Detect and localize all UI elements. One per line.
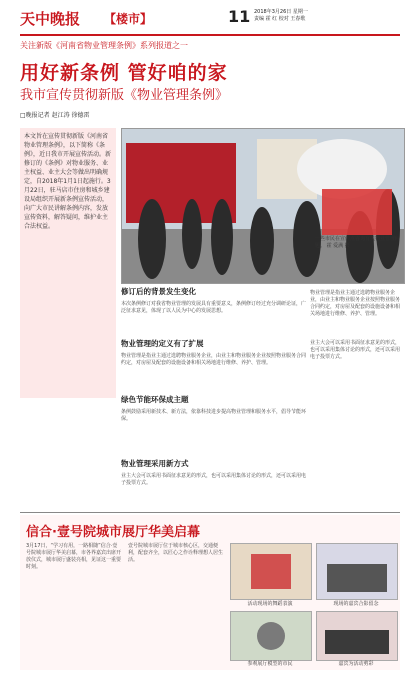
section-text-col3: 业主大会可以采用书面征求意见的形式，也可以采用集体讨论的形式，还可以采用电子投票方式。 bbox=[310, 340, 401, 360]
promo-photo-3 bbox=[230, 611, 312, 661]
section-2 bbox=[121, 338, 306, 367]
section-divider bbox=[20, 512, 400, 513]
section-1 bbox=[121, 286, 306, 315]
header-rule bbox=[20, 34, 400, 36]
promo-text-left: 3月17日，“学习有用，一路相随”信合·壹号院城市展厅华美启幕，市各界嘉宾出席开放仪式，城市展厅盛装亮相，见证这一重要时刻。 bbox=[26, 543, 122, 570]
promo-photo-2 bbox=[316, 543, 398, 600]
promo-text-mid: 壹号院城市展厅位于城市核心区，交通便利，配套齐全，以匠心之作诠释理想人居生活。 bbox=[128, 543, 224, 563]
page-number: 11 bbox=[228, 7, 251, 26]
promo-caption-2: 现场的嘉宾合影留念 bbox=[333, 601, 379, 607]
section-4 bbox=[121, 458, 306, 487]
promo-caption-1: 活动现场的舞蹈表演 bbox=[247, 601, 293, 607]
section-text-continued: 物业管理是指业主通过选聘物业服务企业，由业主和物业服务企业按照物业服务合同约定，对房屋及配套的设施设备和相关场地进行维修、养护、管理。 bbox=[310, 290, 401, 317]
main-photo bbox=[121, 128, 405, 284]
article-byline: □晚报记者 赵江涛 徐德雷 bbox=[20, 112, 90, 119]
promo-photo-1 bbox=[230, 543, 312, 600]
section-text: 本次条例修订对我省物业管理的发展具有重要意义，条例修订经过充分调研论证，广泛征求意见，体现了以人民为中心的发展思想。 bbox=[121, 301, 307, 314]
promo-photo-4 bbox=[316, 611, 398, 661]
section-heading: 绿色节能环保成主题 bbox=[121, 395, 189, 404]
section-col3 bbox=[310, 340, 402, 361]
masthead bbox=[20, 8, 400, 32]
section-heading: 物业管理采用新方式 bbox=[121, 459, 189, 468]
editor-credits: 责编 霍 红 校对 王春歌 bbox=[254, 16, 306, 22]
section-text: 条例鼓励采用新技术、新方法，依靠科技进步提高物业管理和服务水平，倡导节能环保。 bbox=[121, 409, 307, 422]
section-label: 【楼市】 bbox=[104, 12, 153, 26]
article-title: 用好新条例 管好咱的家 bbox=[20, 62, 228, 84]
issue-info bbox=[254, 9, 394, 23]
main-photo-scene bbox=[122, 129, 404, 283]
issue-date: 2018年3月26日 星期一 bbox=[254, 9, 308, 15]
promo-caption-3: 参观展厅模型的市民 bbox=[247, 661, 293, 667]
section-text: 业主大会可以采用书面征求意见的形式，也可以采用集体讨论的形式，还可以采用电子投票方式。 bbox=[121, 473, 307, 486]
newspaper-logo: 天中晚报 bbox=[20, 10, 81, 28]
promo-caption-4: 嘉宾为活动剪彩 bbox=[338, 661, 374, 667]
section-heading: 物业管理的定义有了扩展 bbox=[121, 339, 204, 348]
section-1-cont bbox=[310, 290, 402, 318]
promo-box bbox=[20, 515, 400, 670]
article-kicker: 关注新版《河南省物业管理条例》系列报道之一 bbox=[20, 41, 188, 50]
section-heading: 修订后的背景发生变化 bbox=[121, 287, 196, 296]
article-subtitle: 我市宣传贯彻新版《物业管理条例》 bbox=[20, 88, 229, 103]
main-photo-caption: 一些市民在宣传点咨询有关物业管理问题。 霍 爱满 摄 bbox=[315, 236, 401, 249]
section-text: 物业管理是指业主通过选聘物业服务企业，由业主和物业服务企业按照物业服务合同约定，对房屋及配套的设施设备和相关场地进行维修、养护、管理。 bbox=[121, 353, 307, 366]
promo-title: 信合·壹号院城市展厅华美启幕 bbox=[26, 525, 200, 540]
lead-paragraph: 本文旨在宣传贯彻新版《河南省物业管理条例》，以下简称《条例》，近日我市开展宣传活动。新修订的《条例》对物业服务、业主权益、业主大会等做出明确规定，自2018年1月1日起施行。3月22日，驻马店市住房和城乡建设局组织开展新条例宣传活动，向广大市民讲解条例内容，发放宣传资料，解答疑问，维护业主合法权益。 bbox=[20, 128, 116, 398]
section-3 bbox=[121, 394, 306, 423]
